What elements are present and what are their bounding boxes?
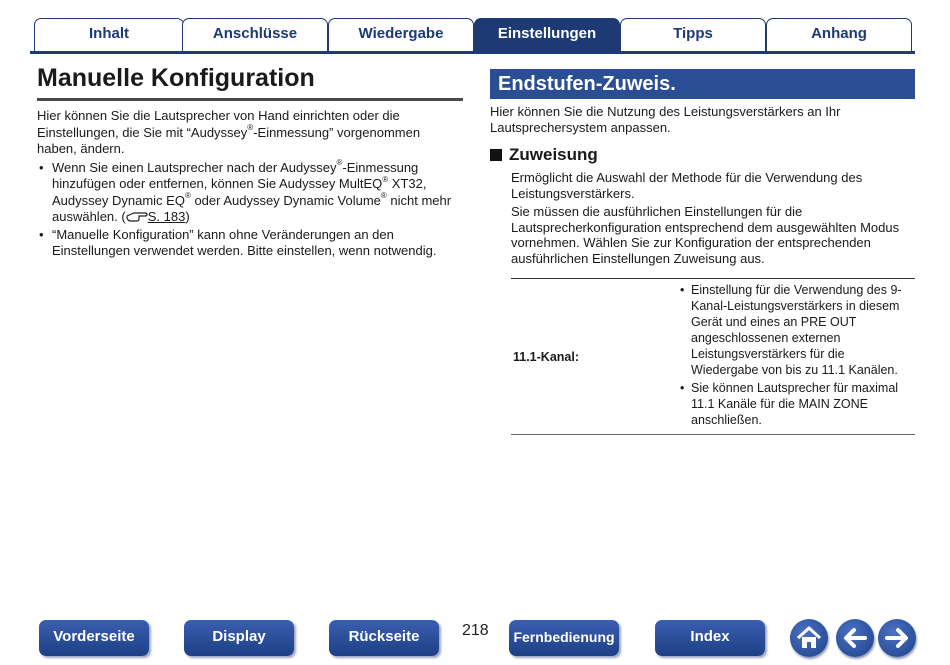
note-text-c: XT32, Audyssey Dynamic EQ	[52, 176, 427, 208]
note-item-audyssey	[37, 160, 463, 226]
subsection-paragraph-2: Sie müssen die ausführlichen Einstellungen für die Lautsprecherkonfiguration entsprechend dem ausgewählten Modus vornehmen. Wählen Sie zur Konfiguration der entsprechenden ausführlichen Einstellungen Zuweisung aus.	[511, 204, 900, 266]
page-title: Manuelle Konfiguration	[37, 64, 315, 92]
page-reference-text: S. 183	[147, 209, 186, 224]
right-column	[490, 69, 915, 427]
index-button[interactable]: Index	[655, 620, 765, 656]
table-row	[511, 279, 915, 435]
section-intro: Hier können Sie die Nutzung des Leistungsverstärkers an Ihr Lautsprechersystem anpassen.	[490, 104, 841, 135]
arrow-right-icon	[878, 619, 916, 657]
setting-description	[679, 279, 915, 435]
intro-paragraph	[37, 108, 463, 158]
remote-control-button[interactable]: Fernbedienung	[509, 620, 619, 656]
note-text-close: )	[185, 209, 190, 224]
home-icon	[790, 619, 828, 657]
registered-mark: ®	[380, 191, 387, 201]
tab-anschluesse[interactable]: Anschlüsse	[182, 18, 328, 52]
arrow-left-icon	[836, 619, 874, 657]
registered-mark: ®	[184, 191, 191, 201]
tab-divider	[30, 51, 915, 54]
square-bullet-icon	[490, 149, 502, 161]
note-text-a: Wenn Sie einen Lautsprecher nach der Audyssey	[52, 159, 337, 175]
left-column	[37, 62, 463, 261]
note-text-d: oder Audyssey Dynamic Volume	[190, 192, 381, 208]
display-button[interactable]: Display	[184, 620, 294, 656]
tab-einstellungen[interactable]: Einstellungen	[474, 18, 620, 52]
intro-text-a: Hier können Sie die Lautsprecher von Hand einrichten oder die Einstellungen, die Sie mit “Audyssey	[37, 108, 400, 140]
previous-page-button[interactable]	[836, 619, 874, 657]
registered-mark: ®	[382, 174, 389, 184]
registered-mark: ®	[336, 158, 343, 168]
page-number: 218	[462, 622, 489, 639]
settings-table	[511, 278, 915, 435]
subsection-body	[511, 170, 915, 266]
note-text-e: nicht mehr auswählen. (	[52, 192, 452, 224]
note-list	[37, 160, 463, 260]
subsection-title: Zuweisung	[509, 145, 598, 164]
home-button[interactable]	[790, 619, 828, 657]
tab-inhalt[interactable]: Inhalt	[34, 18, 184, 52]
list-item: • Sie können Lautsprecher für maximal 11.1 Kanäle für die MAIN ZONE anschließen.	[679, 380, 915, 428]
note-text-b: -Einmessung hinzufügen oder entfernen, können Sie Audyssey MultEQ	[52, 159, 419, 191]
tab-wiedergabe[interactable]: Wiedergabe	[328, 18, 474, 52]
tab-tipps[interactable]: Tipps	[620, 18, 766, 52]
title-rule	[37, 98, 463, 101]
registered-mark: ®	[247, 123, 254, 133]
rear-panel-button[interactable]: Rückseite	[329, 620, 439, 656]
tab-anhang[interactable]: Anhang	[766, 18, 912, 52]
page-reference-link[interactable]	[126, 209, 186, 224]
front-panel-button[interactable]: Vorderseite	[39, 620, 149, 656]
subsection-paragraph-1: Ermöglicht die Auswahl der Methode für die Verwendung des Leistungsverstärkers.	[511, 170, 863, 201]
subsection-heading	[490, 144, 915, 166]
intro-text-b: -Einmessung” vorgenommen haben, ändern.	[37, 124, 421, 156]
setting-label: 11.1-Kanal:	[511, 279, 679, 435]
pointing-hand-icon	[126, 210, 148, 222]
list-item: • Einstellung für die Verwendung des 9-Kanal-Leistungsverstärkers in diesem Gerät und eines an PRE OUT angeschlossenen externen Leistungsverstärkers für die Wiedergabe von bis zu 11.1 Kanälen.	[679, 282, 915, 378]
section-banner: Endstufen-Zuweis.	[490, 69, 915, 99]
note-item-manual: • “Manuelle Konfiguration” kann ohne Veränderungen an den Einstellungen verwendet werden. Bitte einstellen, wenn notwendig.	[37, 227, 463, 260]
tab-bar	[30, 14, 915, 54]
next-page-button[interactable]	[878, 619, 916, 657]
